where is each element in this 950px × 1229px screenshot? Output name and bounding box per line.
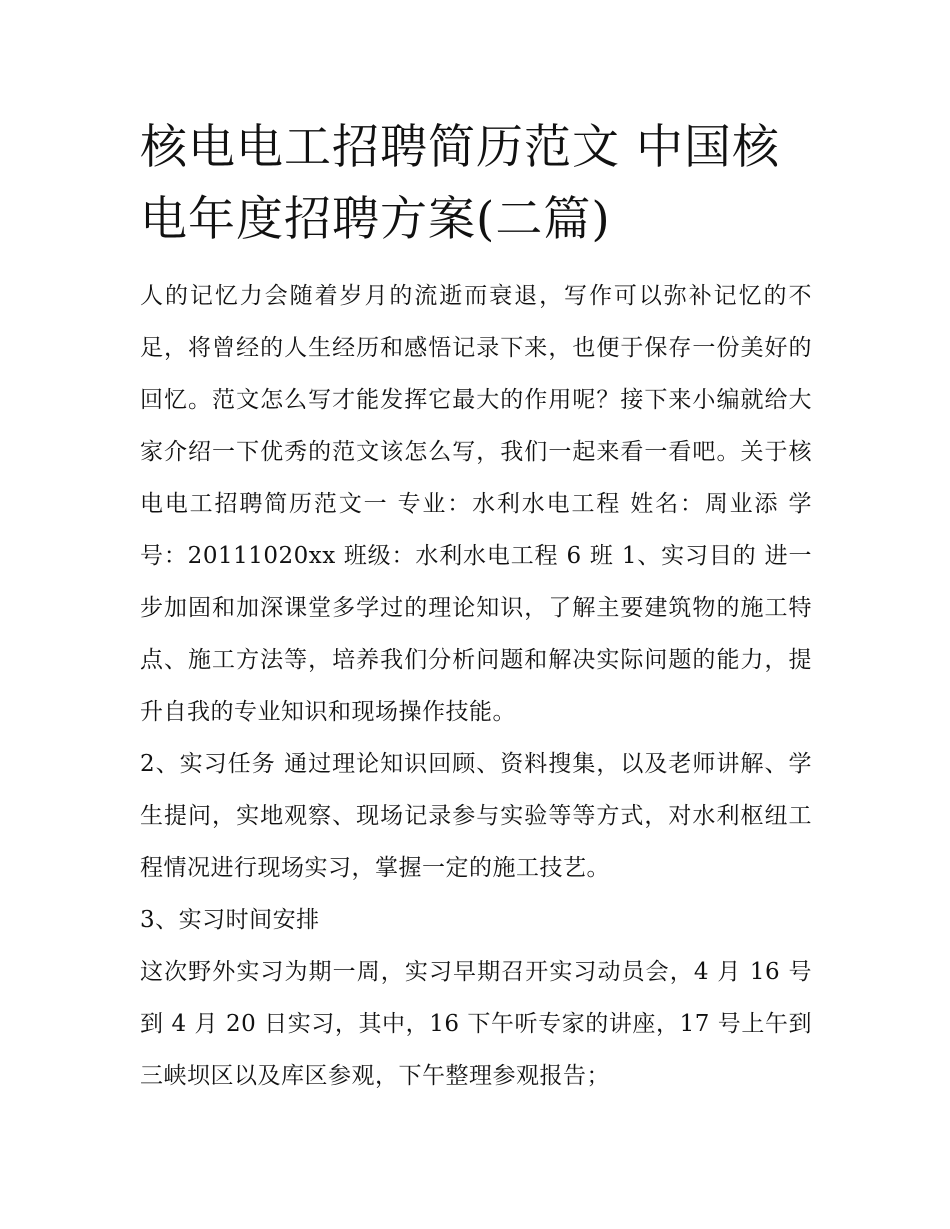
- document-content: [140, 112, 812, 1102]
- document-title: 核电电工招聘简历范文 中国核电年度招聘方案(二篇): [140, 120, 780, 247]
- paragraph-schedule-detail: 这次野外实习为期一周，实习早期召开实习动员会，4 月 16 号到 4 月 20 日实习，其中，16 下午听专家的讲座，17 号上午到三峡坝区以及库区参观，下午整理参观报告；: [140, 959, 812, 1089]
- paragraph-intro: 人的记忆力会随着岁月的流逝而衰退，写作可以弥补记忆的不足，将曾经的人生经历和感悟记录下来，也便于保存一份美好的回忆。范文怎么写才能发挥它最大的作用呢？接下来小编就给大家介绍一下优秀的范文该怎么写，我们一起来看一看吧。关于核电电工招聘简历范文一 专业：水利水电工程 姓名：周业添 学号：20111020xx 班级：水利水电工程 6 班 1、实习目的 进一步加固和加深课堂多学过的理论知识，了解主要建筑物的施工特点、施工方法等，培养我们分析问题和解决实际问题的能力，提升自我的专业知识和现场操作技能。: [140, 283, 812, 725]
- document-body: [140, 270, 812, 1102]
- paragraph-schedule-heading: 3、实习时间安排: [140, 907, 320, 933]
- paragraph-internship-task: 2、实习任务 通过理论知识回顾、资料搜集，以及老师讲解、学生提问，实地观察、现场记录参与实验等等方式，对水利枢纽工程情况进行现场实习，掌握一定的施工技艺。: [140, 751, 812, 881]
